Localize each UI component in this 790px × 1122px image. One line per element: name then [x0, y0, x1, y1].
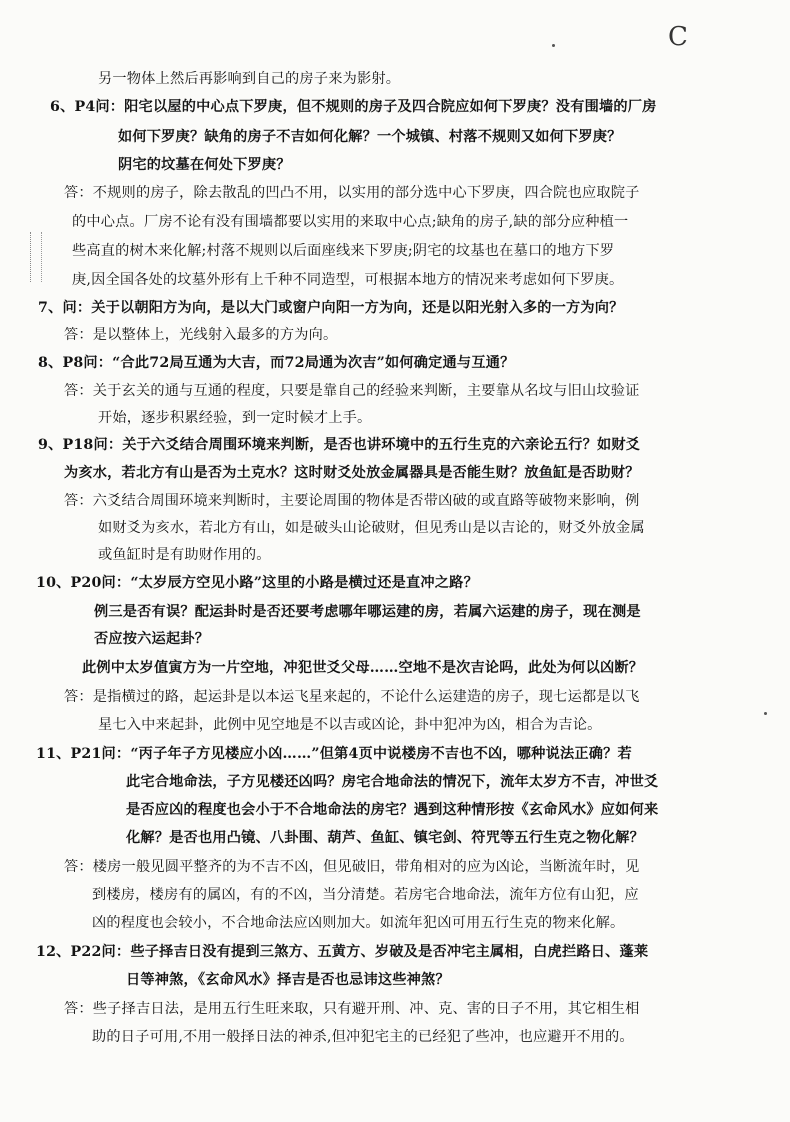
answer-line: 助的日子可用,不用一般择日法的神杀,但冲犯宅主的已经犯了些冲，也应避开不用的。	[92, 1029, 634, 1045]
answer-line: 答：是指横过的路，起运卦是以本运飞星来起的，不论什么运建造的房子，现七运都是以飞	[64, 689, 640, 705]
answer-line: 答：不规则的房子，除去散乱的凹凸不用，以实用的部分选中心下罗庚，四合院也应取院子	[64, 185, 640, 201]
answer-line: 到楼房，楼房有的属凶，有的不凶，当分清楚。若房宅合地命法，流年方位有山犯，应	[92, 887, 639, 903]
question-line: 7、问：关于以朝阳方为向，是以大门或窗户向阳一方为向，还是以阳光射入多的一方为向？	[38, 300, 624, 316]
answer-line: 答：是以整体上，光线射入最多的方为向。	[64, 327, 338, 343]
text-line: 另一物体上然后再影响到自己的房子来为影射。	[98, 71, 401, 87]
question-line: 是否应凶的程度也会小于不合地命法的房宅？遇到这种情形按《玄命风水》应如何来	[126, 802, 659, 818]
question-line: 12、P22问：些子择吉日没有提到三煞方、五黄方、岁破及是否冲宅主属相，白虎拦路日、蓬莱	[36, 944, 649, 960]
answer-line: 凶的程度也会较小，不合地命法应凶则加大。如流年犯凶可用五行生克的物来化解。	[92, 915, 625, 931]
answer-line: 答：关于玄关的通与互通的程度，只要是靠自己的经验来判断，主要靠从名坟与旧山坟验证	[64, 383, 640, 399]
question-line: 11、P21问：“丙子年子方见楼应小凶……”但第4页中说楼房不吉也不凶，哪种说法正确？若	[36, 746, 632, 762]
speck	[552, 44, 555, 47]
question-line: 如何下罗庚？缺角的房子不吉如何化解？一个城镇、村落不规则又如何下罗庚？	[118, 129, 622, 145]
question-line: 此例中太岁值寅方为一片空地，冲犯世爻父母……空地不是次吉论吗，此处为何以凶断？	[82, 660, 644, 676]
margin-mark	[30, 232, 42, 282]
answer-line: 答：些子择吉日法，是用五行生旺来取，只有避开刑、冲、克、害的日子不用，其它相生相	[64, 1001, 640, 1017]
answer-line: 星七入中来起卦，此例中见空地是不以吉或凶论，卦中犯冲为凶，相合为吉论。	[98, 717, 602, 733]
question-line: 否应按六运起卦？	[94, 631, 210, 647]
question-line: 9、P18问：关于六爻结合周围环境来判断，是否也讲环境中的五行生克的六亲论五行？如财爻	[38, 437, 641, 453]
answer-line: 的中心点。厂房不论有没有围墙都要以实用的来取中心点;缺角的房子,缺的部分应种植一	[72, 214, 629, 230]
corner-mark: C	[668, 22, 688, 52]
answer-line: 或鱼缸时是有助财作用的。	[98, 547, 271, 563]
answer-line: 庚,因全国各处的坟墓外形有上千种不同造型，可根据本地方的情况来考虑如何下罗庚。	[72, 272, 624, 288]
question-line: 10、P20问：“太岁辰方空见小路”这里的小路是横过还是直冲之路？	[36, 575, 478, 591]
question-line: 化解？是否也用凸镜、八卦围、葫芦、鱼缸、镇宅剑、符咒等五行生克之物化解？	[126, 830, 644, 846]
question-line: 为亥水，若北方有山是否为土克水？这时财爻处放金属器具是否能生财？放鱼缸是否助财？	[64, 465, 640, 481]
question-line: 8、P8问：“合此72局互通为大吉，而72局通为次吉”如何确定通与互通？	[38, 355, 515, 371]
question-line: 6、P4问：阳宅以屋的中心点下罗庚，但不规则的房子及四合院应如何下罗庚？没有围墙的厂房	[50, 99, 657, 115]
speck	[764, 712, 767, 715]
answer-line: 开始，逐步积累经验，到一定时候才上手。	[98, 410, 372, 426]
answer-line: 答：六爻结合周围环境来判断时，主要论周围的物体是否带凶破的或直路等破物来影响，例	[64, 493, 640, 509]
question-line: 例三是否有误？配运卦时是否还要考虑哪年哪运建的房，若属六运建的房子，现在测是	[94, 604, 641, 620]
question-line: 日等神煞，《玄命风水》择吉是否也忌讳这些神煞？	[126, 972, 450, 988]
answer-line: 答：楼房一般见圆平整齐的为不吉不凶，但见破旧，带角相对的应为凶论，当断流年时，见	[64, 859, 640, 875]
question-line: 此宅合地命法，子方见楼还凶吗？房宅合地命法的情况下，流年太岁方不吉，冲世爻	[126, 774, 659, 790]
answer-line: 些高直的树木来化解;村落不规则以后面座线来下罗庚;阴宅的坟基也在墓口的地方下罗	[72, 243, 615, 259]
answer-line: 如财爻为亥水，若北方有山，如是破头山论破财，但见秀山是以吉论的，财爻外放金属	[98, 520, 645, 536]
question-line: 阴宅的坟墓在何处下罗庚？	[118, 157, 291, 173]
